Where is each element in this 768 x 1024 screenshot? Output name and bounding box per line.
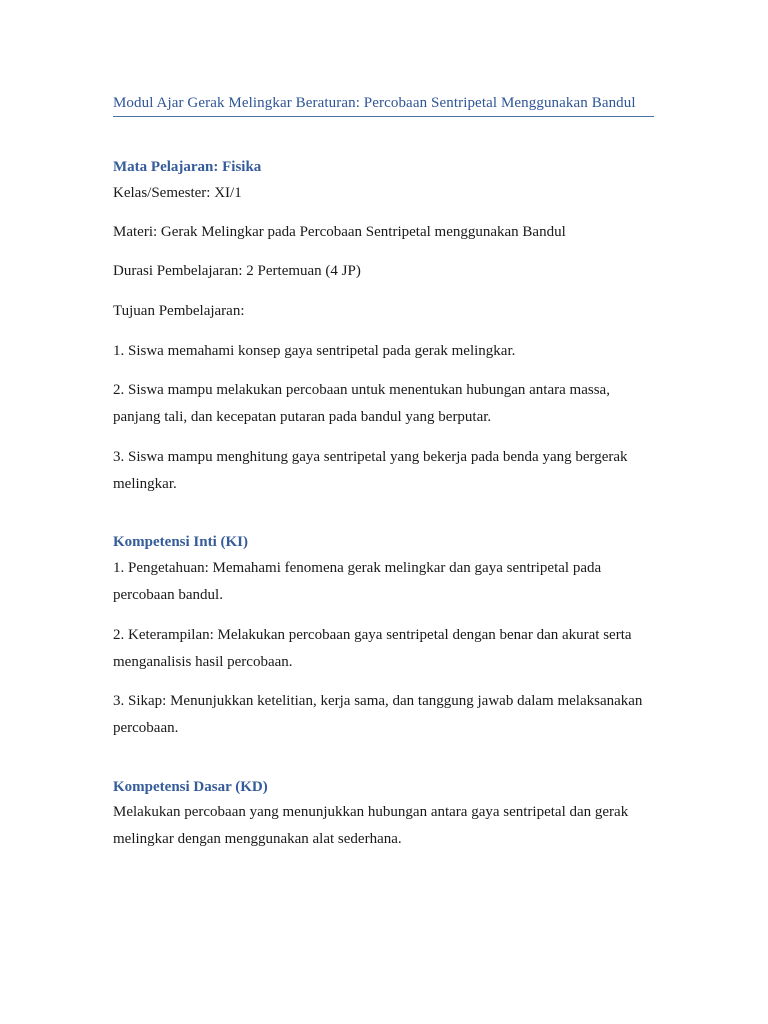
subject-heading: Mata Pelajaran: Fisika [113,159,262,175]
kd-heading: Kompetensi Dasar (KD) [113,779,268,795]
kd-text: Melakukan percobaan yang menunjukkan hubungan antara gaya sentripetal dan gerak melingkar dengan menggunakan alat sederhana. [113,804,629,847]
tujuan-item-2: 2. Siswa mampu melakukan percobaan untuk menentukan hubungan antara massa, panjang tali, dan kecepatan putaran pada bandul yang berputar. [113,382,610,425]
kelas-semester: Kelas/Semester: XI/1 [113,185,242,201]
ki-item-3: 3. Sikap: Menunjukkan ketelitian, kerja sama, dan tanggung jawab dalam melaksanakan percobaan. [113,693,643,736]
ki-item-2: 2. Keterampilan: Melakukan percobaan gaya sentripetal dengan benar dan akurat serta menganalisis hasil percobaan. [113,627,632,670]
tujuan-item-1: 1. Siswa memahami konsep gaya sentripetal pada gerak melingkar. [113,343,516,359]
tujuan-label: Tujuan Pembelajaran: [113,303,245,319]
durasi: Durasi Pembelajaran: 2 Pertemuan (4 JP) [113,263,361,279]
document-title: Modul Ajar Gerak Melingkar Beraturan: Percobaan Sentripetal Menggunakan Bandul [113,93,654,117]
materi: Materi: Gerak Melingkar pada Percobaan Sentripetal menggunakan Bandul [113,224,566,240]
tujuan-item-3: 3. Siswa mampu menghitung gaya sentripetal yang bekerja pada benda yang bergerak melingkar. [113,449,628,492]
ki-item-1: 1. Pengetahuan: Memahami fenomena gerak melingkar dan gaya sentripetal pada percobaan bandul. [113,560,602,603]
ki-heading: Kompetensi Inti (KI) [113,534,248,550]
